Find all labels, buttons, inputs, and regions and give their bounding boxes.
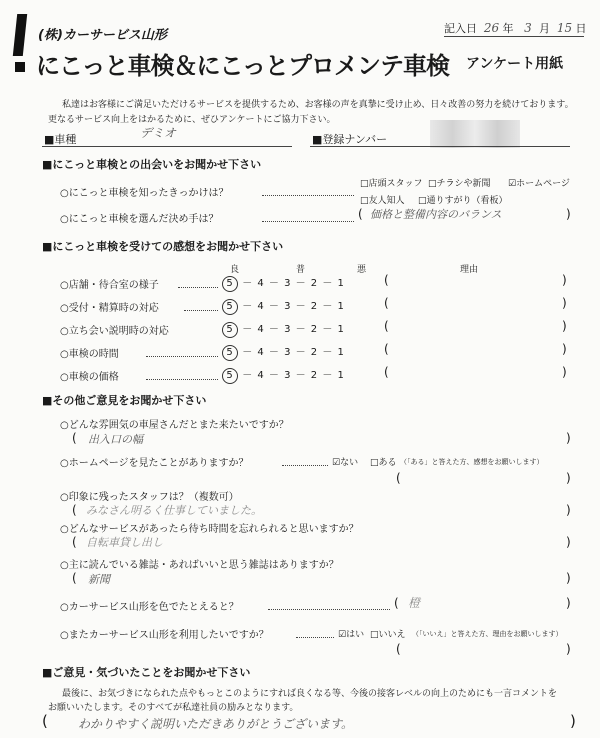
option-homepage[interactable]: ☑ホームページ: [508, 179, 570, 189]
homepage-note: （「ある」と答えた方、感想をお願いします）: [400, 458, 544, 466]
paren-open: (: [358, 207, 363, 221]
paren-close: ): [566, 471, 571, 485]
date-month: 3: [524, 21, 532, 35]
option-store-staff[interactable]: □店頭スタッフ: [360, 179, 423, 189]
use-again-no-option[interactable]: □いいえ: [370, 630, 406, 640]
q-homepage-leader: [282, 465, 328, 466]
q-homepage: ○ホームページを見たことがありますか？: [60, 458, 249, 469]
plate-number-underline: [310, 146, 570, 147]
paren-open: (: [394, 596, 399, 610]
option-flyer-newspaper[interactable]: □チラシや新聞: [428, 179, 491, 189]
memorable-staff-answer[interactable]: みなさん明るく仕事していました。: [86, 504, 262, 517]
reason-paren-close: ): [562, 365, 567, 379]
page-title: にこっと車検＆にこっとプロメンテ車検: [36, 52, 450, 80]
rating-row-label: ○店舗・待合室の様子: [60, 280, 159, 291]
date-year: 26: [483, 21, 500, 35]
reason-paren-close: ): [562, 342, 567, 356]
section2-heading: ■にこっと車検を受けての感想をお聞かせ下さい: [42, 240, 284, 253]
rating-selected-5[interactable]: 5: [222, 322, 238, 338]
q-how-found: ○にこっと車検を知ったきっかけは？: [60, 188, 229, 199]
rating-scale[interactable]: [222, 320, 345, 338]
section1-heading: ■にこっと車検との出会いをお聞かせ下さい: [42, 158, 262, 171]
paren-open: (: [72, 535, 77, 549]
company-name: (株)カーサービス山形: [38, 28, 167, 43]
rating-row-label: ○立ち会い説明時の対応: [60, 326, 169, 337]
paren-close: ): [566, 571, 571, 585]
paren-close: ): [570, 712, 576, 730]
homepage-no-option[interactable]: ☑ない: [332, 458, 359, 468]
rating-scale-rest: － 4 － 3 － 2 － 1: [242, 370, 345, 381]
q-use-again-leader: [296, 637, 334, 638]
rating-scale[interactable]: [222, 366, 345, 384]
car-model-label: ■車種: [44, 133, 77, 146]
date-month-unit: 月: [539, 22, 550, 35]
paren-close: ): [566, 535, 571, 549]
paren-close: ): [566, 431, 571, 445]
rating-selected-5[interactable]: 5: [222, 345, 238, 361]
rating-scale[interactable]: [222, 274, 345, 292]
use-again-note: （「いいえ」と答えた方、理由をお願いします）: [412, 630, 563, 638]
rating-scale-rest: － 4 － 3 － 2 － 1: [242, 347, 345, 358]
rating-scale-rest: － 4 － 3 － 2 － 1: [242, 301, 345, 312]
car-model-value[interactable]: デミオ: [140, 126, 177, 140]
q-waiting-service: ○どんなサービスがあったら待ち時間を忘れられると思いますか？: [60, 524, 359, 535]
date-label: 記入日: [444, 22, 477, 35]
reason-paren-open: (: [384, 319, 389, 333]
reason-paren-close: ): [562, 296, 567, 310]
waiting-service-answer[interactable]: 自転車貸し出し: [86, 536, 163, 549]
final-comment-instructions-2: お願いいたします。そのすべてが私達社員の励みとなります。: [48, 703, 299, 713]
option-passing-sign[interactable]: □通りすがり（看板）: [418, 196, 508, 206]
rating-row-label: ○受付・精算時の対応: [60, 303, 159, 314]
date-underline: [444, 36, 584, 37]
final-comment-instructions-1: 最後に、お気づきになられた点やもっとこのようにすれば良くなる等、今後の接客レベルの向上のためにも一言コメントを: [62, 689, 558, 699]
q-atmosphere: ○どんな雰囲気の車屋さんだとまた来たいですか？: [60, 420, 289, 431]
atmosphere-answer[interactable]: 出入口の幅: [88, 433, 143, 446]
rating-selected-5[interactable]: 5: [222, 299, 238, 315]
rating-row-leader: [146, 379, 218, 380]
color-answer[interactable]: 橙: [408, 596, 421, 610]
paren-close: ): [566, 642, 571, 656]
paren-close: ): [566, 207, 571, 221]
column-bad: 悪: [357, 265, 367, 275]
exclamation-logo-icon: [8, 14, 32, 74]
q-color: ○カーサービス山形を色でたとえると？: [60, 602, 239, 613]
date-field: [444, 20, 587, 36]
plate-number-label: ■登録ナンバー: [312, 133, 388, 146]
q-how-found-leader: [262, 195, 354, 196]
reason-paren-close: ): [562, 273, 567, 287]
section4-heading: ■ご意見・気づいたことをお聞かせ下さい: [42, 666, 251, 679]
page-subtitle: アンケート用紙: [466, 56, 564, 72]
plate-number-redacted: [430, 120, 520, 148]
paren-close: ): [566, 503, 571, 517]
homepage-yes-option[interactable]: □ある: [370, 458, 397, 468]
section3-heading: ■その他ご意見をお聞かせ下さい: [42, 394, 207, 407]
q-deciding-factor-leader: [262, 221, 354, 222]
magazine-answer[interactable]: 新聞: [88, 573, 110, 586]
date-year-unit: 年: [502, 22, 514, 35]
rating-row-label: ○車検の価格: [60, 372, 119, 383]
reason-paren-open: (: [384, 365, 389, 379]
reason-paren-close: ): [562, 319, 567, 333]
rating-row-leader: [146, 356, 218, 357]
paren-open: (: [396, 642, 401, 656]
intro-line-1: 私達はお客様にご満足いただけるサービスを提供するため、お客様の声を真摯に受け止め、日々改善の努力を続けております。: [62, 100, 574, 110]
rating-selected-5[interactable]: 5: [222, 368, 238, 384]
date-day: 15: [556, 21, 573, 35]
q-magazine: ○主に読んでいる雑誌・あればいいと思う雑誌はありますか？: [60, 560, 339, 571]
deciding-factor-answer[interactable]: 価格と整備内容のバランス: [370, 208, 502, 221]
column-good: 良: [230, 265, 240, 275]
rating-scale[interactable]: [222, 343, 345, 361]
rating-scale[interactable]: [222, 297, 345, 315]
rating-row-label: ○車検の時間: [60, 349, 119, 360]
column-normal: 普: [296, 265, 306, 275]
date-day-unit: 日: [575, 22, 587, 35]
q-deciding-factor: ○にこっと車検を選んだ決め手は？: [60, 214, 219, 225]
rating-selected-5[interactable]: 5: [222, 276, 238, 292]
use-again-yes-option[interactable]: ☑はい: [338, 630, 365, 640]
paren-open: (: [42, 712, 48, 730]
car-model-underline: [42, 146, 292, 147]
q-memorable-staff: ○印象に残ったスタッフは？（複数可）: [60, 492, 239, 503]
intro-line-2: 更なるサービス向上をはかるために、ぜひアンケートにご協力下さい。: [48, 115, 336, 125]
reason-paren-open: (: [384, 342, 389, 356]
option-friend[interactable]: □友人知人: [360, 196, 405, 206]
paren-open: (: [72, 571, 77, 585]
reason-paren-open: (: [384, 273, 389, 287]
rating-scale-rest: － 4 － 3 － 2 － 1: [242, 324, 345, 335]
q-use-again: ○またカーサービス山形を利用したいですか？: [60, 630, 269, 641]
paren-open: (: [396, 471, 401, 485]
column-reason: 理由: [460, 265, 479, 275]
final-comment-answer[interactable]: わかりやすく説明いただきありがとうございます。: [78, 717, 354, 731]
rating-scale-rest: － 4 － 3 － 2 － 1: [242, 278, 345, 289]
rating-row-leader: [178, 287, 218, 288]
paren-open: (: [72, 503, 77, 517]
q-color-leader: [268, 609, 390, 610]
paren-close: ): [566, 596, 571, 610]
rating-row-leader: [184, 310, 218, 311]
reason-paren-open: (: [384, 296, 389, 310]
paren-open: (: [72, 431, 77, 445]
